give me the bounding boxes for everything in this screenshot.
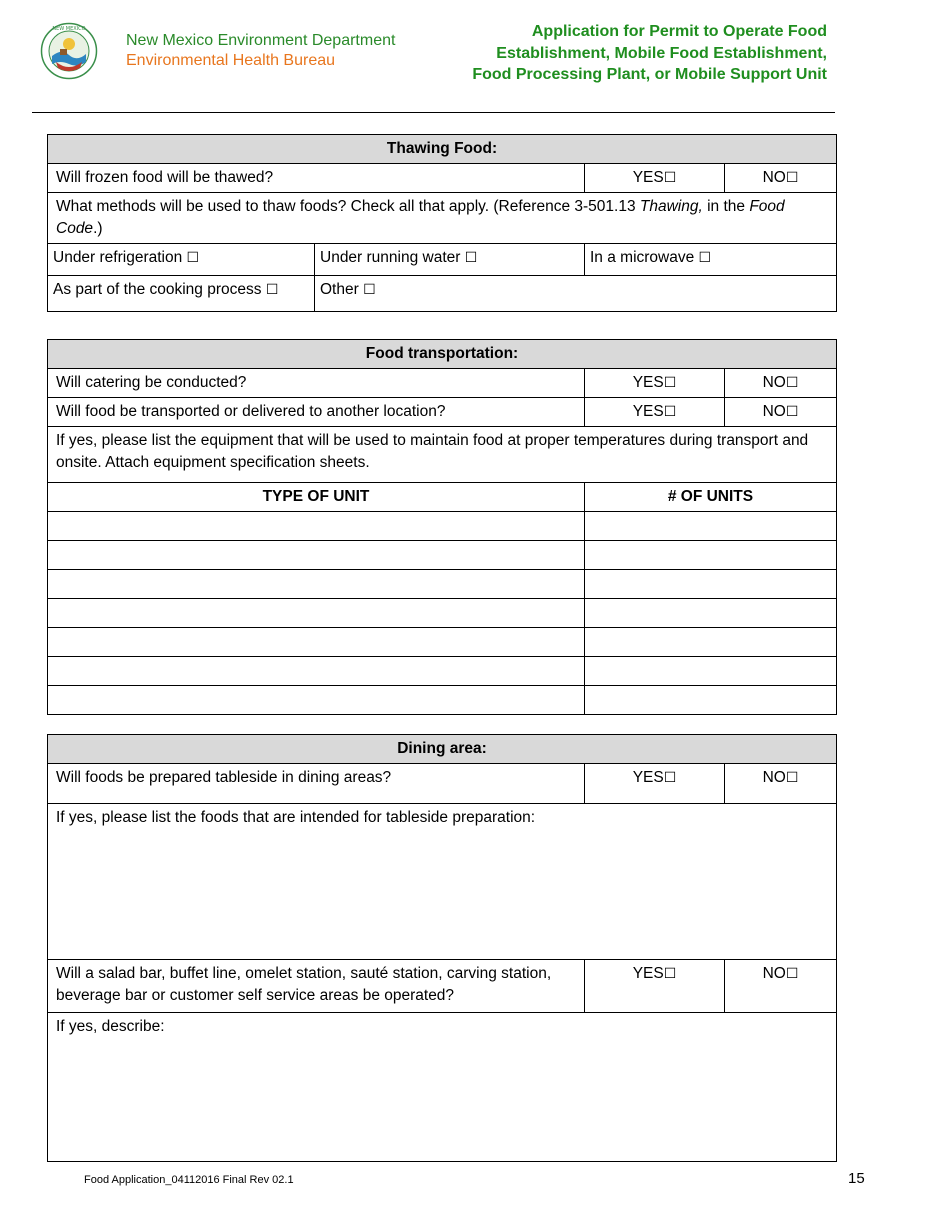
header-divider (32, 112, 835, 113)
page-number: 15 (848, 1170, 865, 1187)
transport-yes-option[interactable] (585, 398, 725, 427)
column-header-number-of-units: # OF UNITS (585, 483, 837, 512)
option-running-water[interactable] (315, 244, 585, 276)
no-checkbox[interactable]: ☐ (785, 404, 799, 420)
tableside-question: Will foods be prepared tableside in dining areas? (48, 764, 585, 804)
option-other[interactable] (315, 276, 837, 312)
transport-section-title: Food transportation: (48, 340, 837, 369)
food-transportation-table (47, 339, 837, 715)
bureau-name: Environmental Health Bureau (126, 52, 336, 69)
no-label: NO (762, 965, 786, 982)
table-row (48, 541, 837, 570)
thaw-methods-question (48, 193, 837, 244)
table-row (48, 657, 837, 686)
catering-no-option[interactable] (725, 369, 837, 398)
unit-count-cell[interactable] (585, 570, 837, 599)
thawing-food-table (47, 134, 837, 312)
microwave-checkbox[interactable]: ☐ (698, 250, 712, 266)
other-checkbox[interactable]: ☐ (363, 282, 376, 298)
no-label: NO (762, 769, 786, 786)
thaw-yes-option[interactable] (585, 164, 725, 193)
microwave-label: In a microwave (590, 249, 695, 266)
thawing-section-title: Thawing Food: (48, 135, 837, 164)
yes-checkbox[interactable]: ☐ (663, 966, 677, 982)
refrigeration-checkbox[interactable]: ☐ (186, 250, 200, 266)
unit-type-cell[interactable] (48, 686, 585, 715)
yes-checkbox[interactable]: ☐ (663, 770, 677, 786)
self-service-description-label: If yes, describe: (56, 1018, 165, 1035)
transport-no-option[interactable] (725, 398, 837, 427)
unit-count-cell[interactable] (585, 628, 837, 657)
unit-type-cell[interactable] (48, 541, 585, 570)
table-row (48, 570, 837, 599)
tableside-foods-field[interactable] (48, 804, 837, 960)
no-label: NO (762, 403, 786, 420)
unit-count-cell[interactable] (585, 541, 837, 570)
dining-area-table (47, 734, 837, 1162)
nmed-seal-logo (40, 22, 98, 80)
column-header-type-of-unit: TYPE OF UNIT (48, 483, 585, 512)
unit-count-cell[interactable] (585, 599, 837, 628)
unit-type-cell[interactable] (48, 512, 585, 541)
table-row (48, 512, 837, 541)
tableside-no-option[interactable] (725, 764, 837, 804)
no-label: NO (762, 374, 786, 391)
thaw-question: Will frozen food will be thawed? (48, 164, 585, 193)
thaw-no-option[interactable] (725, 164, 837, 193)
methods-text-1: What methods will be used to thaw foods? Check all that apply. (Reference 3-501.13 (56, 198, 640, 215)
page-header (0, 0, 950, 114)
footer-revision-text: Food Application_04112016 Final Rev 02.1 (84, 1174, 294, 1186)
methods-text-3: .) (93, 220, 103, 237)
tableside-yes-option[interactable] (585, 764, 725, 804)
table-row (48, 628, 837, 657)
no-checkbox[interactable]: ☐ (785, 770, 799, 786)
svg-text:NEW MEXICO: NEW MEXICO (52, 26, 86, 32)
transport-equipment-note: If yes, please list the equipment that will be used to maintain food at proper temperatures during transport and onsite. Attach equipment specification sheets. (48, 427, 837, 483)
cooking-process-checkbox[interactable]: ☐ (265, 282, 279, 298)
self-service-description-field[interactable] (48, 1013, 837, 1162)
self-service-yes-option[interactable] (585, 960, 725, 1013)
self-service-no-option[interactable] (725, 960, 837, 1013)
yes-label: YES (632, 169, 664, 186)
org-name: New Mexico Environment Department (126, 32, 396, 49)
yes-checkbox[interactable]: ☐ (663, 375, 677, 391)
unit-type-cell[interactable] (48, 599, 585, 628)
running-water-checkbox[interactable]: ☐ (464, 250, 478, 266)
refrigeration-label: Under refrigeration (53, 249, 183, 266)
yes-checkbox[interactable]: ☐ (663, 170, 677, 186)
option-microwave[interactable] (585, 244, 837, 276)
methods-italic-food-code: Food Code (56, 198, 785, 237)
option-cooking-process[interactable] (48, 276, 315, 312)
yes-label: YES (632, 769, 664, 786)
running-water-label: Under running water (320, 249, 461, 266)
unit-type-cell[interactable] (48, 628, 585, 657)
yes-checkbox[interactable]: ☐ (663, 404, 677, 420)
yes-label: YES (632, 403, 664, 420)
cooking-process-label: As part of the cooking process (53, 281, 262, 298)
self-service-question: Will a salad bar, buffet line, omelet station, sauté station, carving station, beverage bar or customer self service areas be operated? (48, 960, 585, 1013)
document-title: Application for Permit to Operate Food Establishment, Mobile Food Establishment, Food Processing Plant, or Mobile Support Unit (472, 23, 827, 83)
no-label: NO (762, 169, 786, 186)
no-checkbox[interactable]: ☐ (785, 966, 799, 982)
unit-count-cell[interactable] (585, 686, 837, 715)
table-row (48, 686, 837, 715)
option-refrigeration[interactable] (48, 244, 315, 276)
unit-count-cell[interactable] (585, 512, 837, 541)
transport-question: Will food be transported or delivered to another location? (48, 398, 585, 427)
unit-type-cell[interactable] (48, 570, 585, 599)
yes-label: YES (632, 374, 664, 391)
catering-question: Will catering be conducted? (48, 369, 585, 398)
other-label: Other (320, 281, 359, 298)
catering-yes-option[interactable] (585, 369, 725, 398)
dining-section-title: Dining area: (48, 735, 837, 764)
methods-italic-thawing: Thawing, (639, 198, 703, 215)
no-checkbox[interactable]: ☐ (785, 170, 799, 186)
no-checkbox[interactable]: ☐ (785, 375, 799, 391)
unit-type-cell[interactable] (48, 657, 585, 686)
tableside-foods-label: If yes, please list the foods that are intended for tableside preparation: (56, 809, 536, 826)
yes-label: YES (632, 965, 664, 982)
methods-text-2: in the (702, 198, 750, 215)
unit-count-cell[interactable] (585, 657, 837, 686)
table-row (48, 599, 837, 628)
